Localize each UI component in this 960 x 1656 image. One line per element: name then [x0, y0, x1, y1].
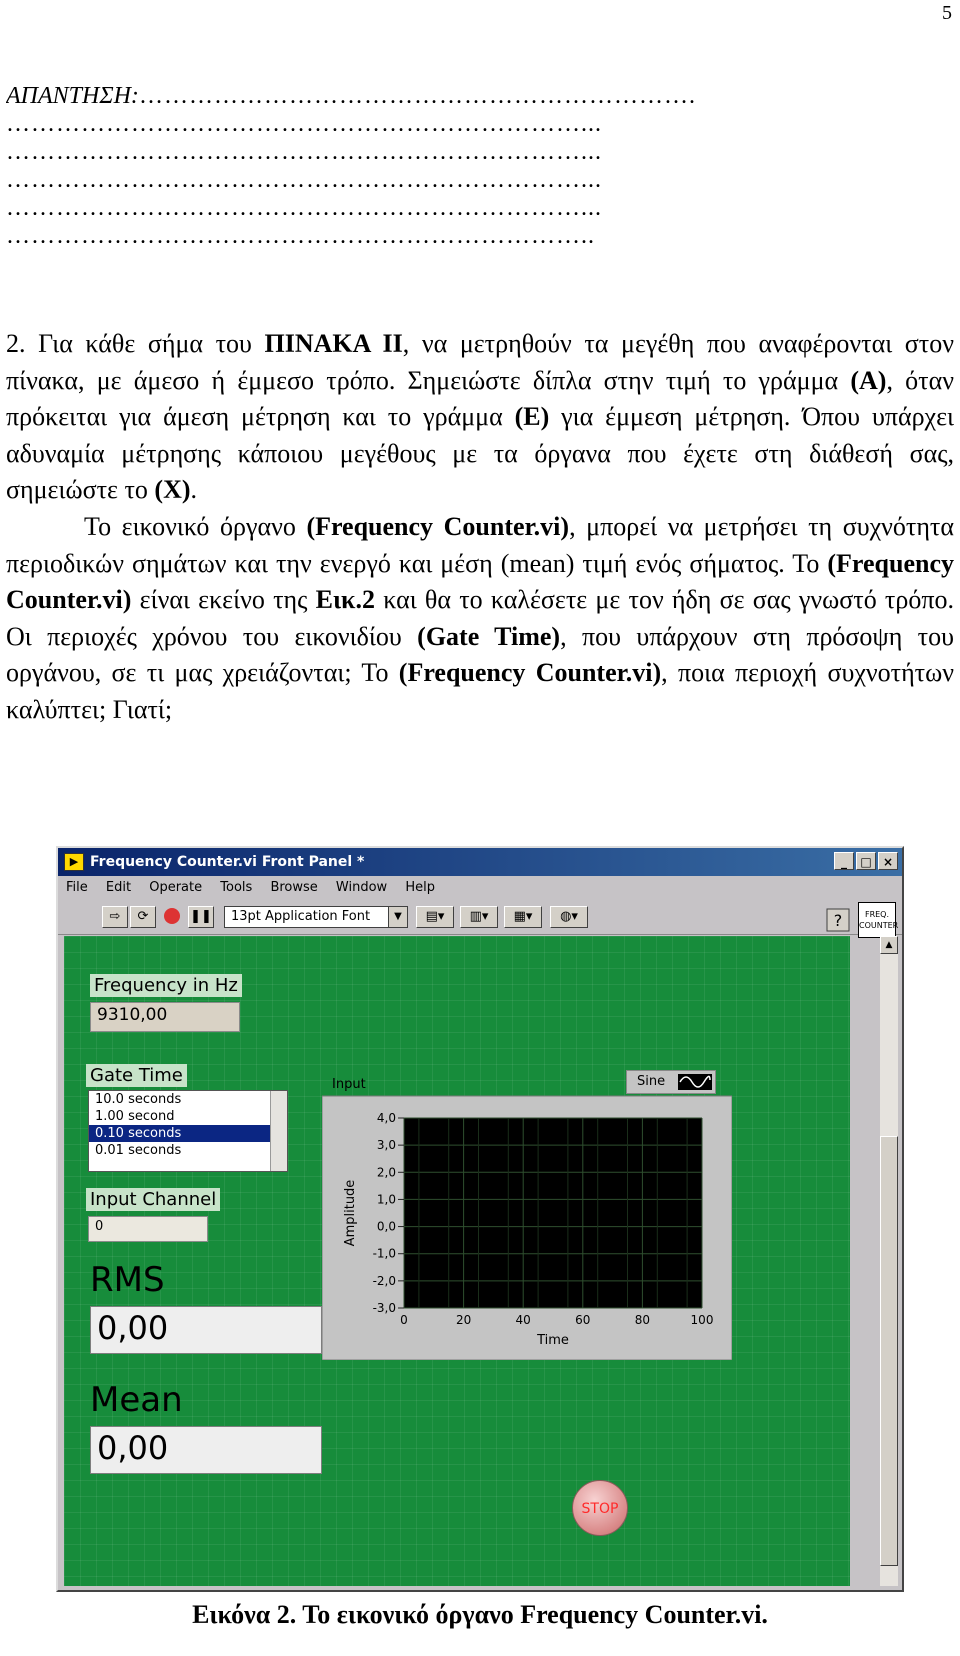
window-title: Frequency Counter.vi Front Panel *	[90, 854, 365, 870]
gate-time-listbox[interactable]	[88, 1090, 288, 1172]
y-tick-label: -1,0	[372, 1246, 396, 1261]
menu-browse[interactable]: Browse	[270, 880, 318, 895]
x-tick-label: 40	[515, 1313, 531, 1327]
figure-caption: Εικόνα 2. Το εικονικό όργανο Frequency Counter.vi.	[192, 1600, 768, 1629]
answer-line: ……………………………………………………………...	[6, 195, 602, 221]
align-objects-button[interactable]: ▤▾	[416, 906, 454, 928]
vi-icon[interactable]: FREQ. COUNTER	[858, 902, 896, 938]
maximize-button[interactable]: □	[856, 852, 876, 870]
answer-line: ……………………………………………………………...	[6, 111, 602, 137]
window-controls	[834, 852, 898, 870]
waveform-selector-value: Sine	[637, 1074, 666, 1089]
answer-label: ΑΠΑΝΤΗΣΗ:	[6, 83, 139, 109]
y-tick-label: 1,0	[376, 1192, 396, 1207]
gate-time-label: Gate Time	[86, 1064, 187, 1087]
menu-operate[interactable]: Operate	[149, 880, 203, 895]
text-run: 2. Για κάθε σήμα του	[6, 329, 265, 358]
stop-circle-icon	[162, 906, 182, 926]
answer-block	[6, 82, 936, 250]
answer-line: ……………………………………………………………..	[6, 223, 595, 249]
x-tick-label: 100	[690, 1313, 714, 1327]
text-run: , ποια περιοχή συχνοτήτων καλύπτει; Γιατί;	[6, 658, 954, 724]
page-number: 5	[942, 2, 952, 24]
answer-line: ……………………………………………………………...	[6, 139, 602, 165]
menu-help[interactable]: Help	[405, 880, 435, 895]
gate-time-option[interactable]: 0.01 seconds	[95, 1143, 182, 1158]
rms-indicator: 0,00	[90, 1306, 322, 1354]
mean-indicator: 0,00	[90, 1426, 322, 1474]
minimize-button[interactable]: _	[834, 852, 854, 870]
pause-button[interactable]: ❚❚	[188, 906, 214, 928]
text-run: , μπορεί να μετρήσει τη συχνότητα περιοδικών σημάτων και την ενεργό και μέση (mean) τιμή ενός σήματος. Το	[6, 511, 955, 578]
x-tick-label: 0	[400, 1313, 408, 1327]
bold-run: (Χ)	[154, 475, 191, 505]
listbox-scrollbar[interactable]	[270, 1091, 287, 1171]
gate-time-option[interactable]: 10.0 seconds	[95, 1092, 182, 1107]
abort-button[interactable]	[160, 906, 184, 928]
run-arrow-button[interactable]: ⇨	[102, 906, 128, 928]
front-panel	[64, 936, 850, 1586]
rms-label: RMS	[90, 1260, 165, 1300]
frequency-indicator: 9310,00	[90, 1002, 240, 1032]
font-selector[interactable]	[224, 906, 408, 928]
question-paragraph-1	[6, 326, 954, 509]
y-tick-label: -3,0	[372, 1301, 396, 1315]
text-run: και θα το καλέσετε με τον ήδη σε σας γνωστό τρόπο. Οι περιοχές χρόνου του εικονιδίου	[6, 585, 954, 651]
y-tick-label: 4,0	[376, 1111, 396, 1125]
x-axis-label: Time	[537, 1333, 569, 1348]
labview-window	[56, 846, 904, 1592]
window-titlebar[interactable]	[58, 848, 902, 876]
gate-time-option-selected[interactable]: 0.10 seconds	[89, 1125, 287, 1142]
text-run: , που υπάρχουν στη πρόσοψη του οργάνου, σε τι μας χρειάζονται; Το	[6, 621, 954, 688]
answer-line: ……………………………………………………………...	[6, 167, 602, 193]
distribute-objects-button[interactable]: ▥▾	[460, 906, 498, 928]
bold-run: (Gate Time)	[417, 621, 561, 651]
bold-run: (Frequency Counter.vi)	[398, 658, 662, 688]
answer-dots: ………………………………………………………….	[138, 83, 696, 109]
stop-button[interactable]: STOP	[572, 1480, 628, 1536]
y-tick-label: 0,0	[376, 1219, 396, 1234]
help-icon	[826, 908, 850, 932]
run-continuously-button[interactable]: ⟳	[130, 906, 156, 928]
text-run: , όταν πρόκειται για άμεση μέτρηση και το γράμμα	[6, 365, 954, 432]
help-symbol: ?	[833, 911, 843, 930]
text-run: Το εικονικό όργανο	[84, 511, 307, 541]
text-run: .	[190, 475, 198, 505]
answer-line	[6, 82, 936, 110]
close-button[interactable]: ×	[878, 852, 898, 870]
input-chart	[322, 1070, 732, 1360]
toolbar	[58, 900, 902, 935]
x-tick-label: 80	[634, 1313, 651, 1327]
frequency-label: Frequency in Hz	[90, 974, 242, 997]
x-tick-label: 60	[575, 1313, 591, 1327]
menu-file[interactable]: File	[66, 880, 88, 895]
chart-title: Input	[332, 1077, 366, 1092]
text-run: , να μετρηθούν τα μεγέθη που αναφέρονται στον πίνακα, με άμεσο ή έμμεσο τρόπο. Σημειώστε δίπλα στην τιμή το γράμμα	[6, 329, 954, 395]
input-channel-label: Input Channel	[86, 1188, 220, 1211]
labview-run-icon: ▶	[64, 853, 84, 871]
y-tick-label: -2,0	[372, 1273, 396, 1288]
bold-run: (Α)	[850, 365, 887, 395]
menu-window[interactable]: Window	[335, 880, 388, 895]
menu-bar	[58, 876, 902, 900]
resize-objects-button[interactable]: ▦▾	[504, 906, 542, 928]
mean-label: Mean	[90, 1380, 183, 1420]
reorder-button[interactable]: ◍▾	[550, 906, 588, 928]
y-tick-label: 2,0	[376, 1165, 396, 1180]
menu-tools[interactable]: Tools	[220, 880, 253, 895]
scroll-up-arrow-icon[interactable]: ▲	[880, 936, 898, 954]
y-axis-label: Amplitude	[343, 1179, 358, 1247]
x-tick-label: 20	[455, 1313, 472, 1327]
panel-vertical-scrollbar[interactable]	[880, 936, 898, 1586]
bold-run: (Frequency Counter.vi)	[306, 511, 570, 541]
text-run: για έμμεση μέτρηση. Όπου υπάρχει αδυναμία μέτρησης κάποιου μεγέθους με τα όργανα που έχετε στη διάθεσή σας, σημειώστε το	[6, 402, 954, 505]
gate-time-option[interactable]: 1.00 second	[95, 1109, 175, 1124]
scrollbar-thumb[interactable]	[880, 1136, 898, 1566]
chevron-down-icon: ▼	[388, 907, 407, 927]
input-channel-control[interactable]: 0	[88, 1216, 208, 1242]
bold-run: (Ε)	[514, 402, 550, 432]
y-tick-label: 3,0	[376, 1138, 396, 1153]
help-button[interactable]	[826, 908, 850, 932]
bold-run: ΠΙΝΑΚΑ ΙΙ	[264, 329, 403, 358]
bold-run: (Frequency Counter.vi)	[6, 548, 954, 615]
font-selector-value: 13pt Application Font	[231, 909, 371, 924]
question-text	[6, 326, 954, 729]
text-run: είναι εκείνο της	[131, 585, 316, 615]
menu-edit[interactable]: Edit	[105, 880, 132, 895]
bold-run: Εικ.2	[315, 585, 375, 615]
question-paragraph-2	[6, 509, 954, 729]
